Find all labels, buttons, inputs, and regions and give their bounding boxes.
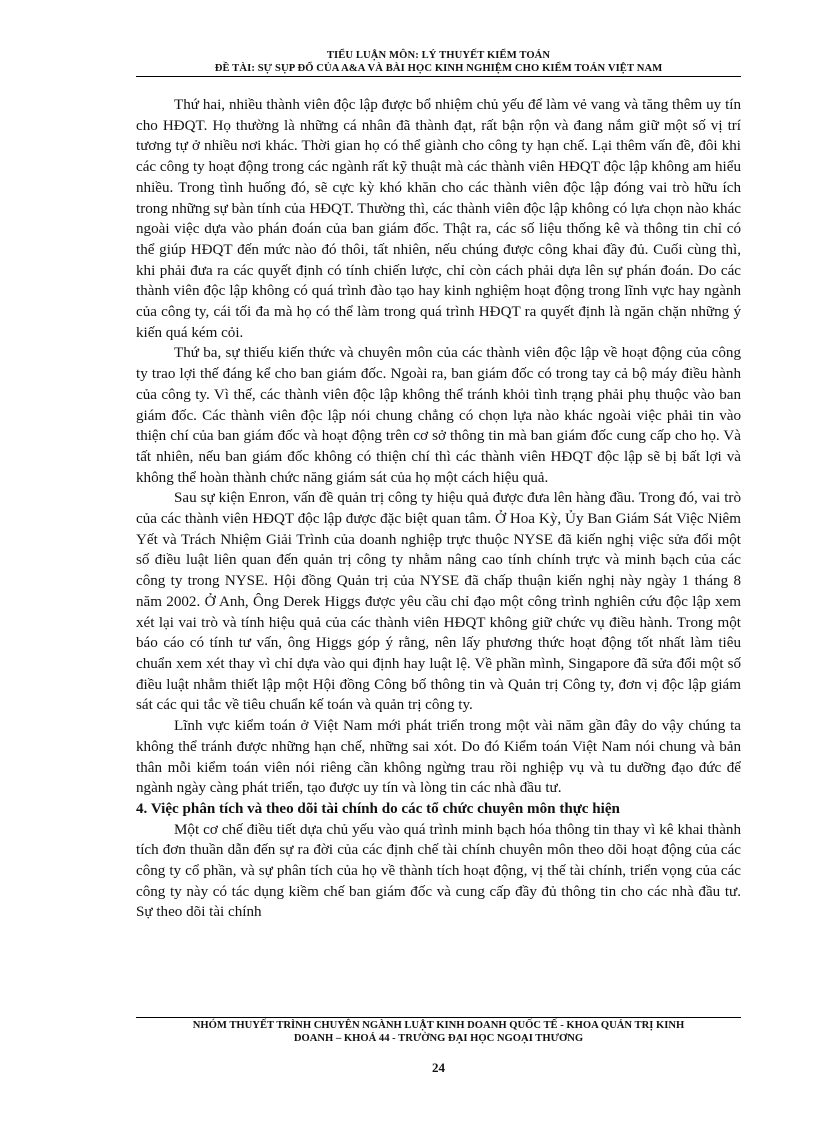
header-course-title: TIỂU LUẬN MÔN: LÝ THUYẾT KIỂM TOÁN	[326, 50, 551, 61]
paragraph-regulation-mechanism: Một cơ chế điều tiết dựa chủ yếu vào quá trình minh bạch hóa thông tin thay vì kê khai thành tích đơn thuần dẫn đến sự ra đời của các định chế tài chính chuyên môn theo dõi hoạt động của các công ty cổ phần, và sự phân tích của họ về thành tích hoạt động, vị thế tài chính, triển vọng của các công ty này có tác dụng kiềm chế ban giám đốc và cung cấp đầy đủ thông tin cho các nhà đầu tư. Sự theo dõi tài chính	[136, 821, 741, 921]
paragraph-after-enron: Sau sự kiện Enron, vấn đề quản trị công ty hiệu quả được đưa lên hàng đầu. Trong đó, vai trò của các thành viên HĐQT độc lập được đặc biệt quan tâm. Ở Hoa Kỳ, Ủy Ban Giám Sát Việc Niêm Yết và Trách Nhiệm Giải Trình của doanh nghiệp trực thuộc NYSE đã kiến nghị việc sửa đổi một số điều luật liên quan đến quản trị công ty nhằm nâng cao tính chính trực và minh bạch của các công ty trong NYSE. Hội đồng Quản trị của NYSE đã chấp thuận kiến nghị này ngày 1 tháng 8 năm 2002. Ở Anh, Ông Derek Higgs được yêu cầu chỉ đạo một công trình nghiên cứu độc lập xem xét lại vai trò và tính hiệu quả của các thành viên HĐQT không giữ chức vụ điều hành. Trong một báo cáo có tính tư vấn, ông Higgs góp ý rằng, nên lấy phương thức hoạt động tốt nhất làm tiêu chuẩn xem xét thay vì chỉ dựa vào qui định hay luật lệ. Về phần mình, Singapore đã sửa đổi một số điều luật nhằm thiết lập một Hội đồng Công bố thông tin và Quản trị Công ty, đơn vị độc lập giám sát các qui tắc về tiêu chuẩn kế toán và quản trị công ty.	[136, 490, 741, 714]
page-number: 24	[432, 1060, 445, 1075]
page-header	[136, 50, 741, 75]
paragraph-vietnam-audit: Lĩnh vực kiểm toán ở Việt Nam mới phát triển trong một vài năm gần đây do vậy chúng ta không thể tránh được những hạn chế, những sai xót. Do đó Kiểm toán Việt Nam nói chung và bản thân mỗi kiểm toán viên nói riêng cần không ngừng trau rồi nghiệp vụ và tu dưỡng đạo đức để ngành ngày càng phát triển, tạo được uy tín và lòng tin các nhà đầu tư.	[136, 718, 741, 797]
page-footer	[136, 1019, 741, 1045]
footer-divider	[136, 1017, 741, 1018]
header-topic-title: ĐỀ TÀI: SỰ SỤP ĐỔ CỦA A&A VÀ BÀI HỌC KINH NGHIỆM CHO KIỂM TOÁN VIỆT NAM	[214, 62, 663, 74]
section-heading: 4. Việc phân tích và theo dõi tài chính do các tổ chức chuyên môn thực hiện	[136, 800, 620, 817]
paragraph-third-point: Thứ ba, sự thiếu kiến thức và chuyên môn của các thành viên độc lập về hoạt động của công ty trao lợi thế đáng kể cho ban giám đốc. Ngoài ra, ban giám đốc có trong tay cả bộ máy điều hành của công ty. Vì thế, các thành viên độc lập không thể tránh khỏi tình trạng phải phụ thuộc vào ban giám đốc. Các thành viên độc lập nói chung chẳng có chọn lựa nào khác ngoài việc phải tin vào thiện chí của ban giám đốc và hoạt động trên cơ sở thông tin mà ban giám đốc cung cấp cho họ. Và tất nhiên, nếu ban giám đốc không có thiện chí thì các thành viên HĐQT độc lập sẽ bị bất lợi và không thể hoàn thành chức năng giám sát của họ một cách hiệu quả.	[136, 345, 741, 486]
paragraph-second-point: Thứ hai, nhiều thành viên độc lập được bổ nhiệm chủ yếu để làm vẻ vang và tăng thêm uy tín cho HĐQT. Họ thường là những cá nhân đã thành đạt, rất bận rộn và đang nắm giữ một số vị trí tương tự ở nhiều nơi khác. Thời gian họ có thể giành cho công ty hạn chế. Lại thêm vấn đề, đôi khi các công ty hoạt động trong các ngành rất kỹ thuật mà các thành viên HĐQT độc lập không am hiểu nhiều. Trong tình huống đó, sẽ cực kỳ khó khăn cho các thành viên độc lập đóng vai trò hữu ích trong những sự bàn tính của HĐQT. Thường thì, các thành viên độc lập không có lựa chọn nào khác ngoài việc dựa vào phán đoán của ban giám đốc. Thật ra, các số liệu thống kê và thông tin chỉ có thể giúp HĐQT đến mức nào đó thôi, tất nhiên, nếu chúng được công khai đầy đủ. Cuối cùng thì, khi phải đưa ra các quyết định có tính chiến lược, chỉ còn cách phải dựa lên sự phán đoán. Do các thành viên độc lập không có quá trình đào tạo hay kinh nghiệm hoạt động trong lĩnh vực hay ngành của công ty, cái tối đa mà họ có thể làm trong quá trình HĐQT ra quyết định là ngăn chặn những ý kiến quá kém cỏi.	[136, 97, 741, 341]
document-body	[136, 95, 741, 923]
footer-group-line: NHÓM THUYẾT TRÌNH CHUYÊN NGÀNH LUẬT KINH DOANH QUỐC TẾ - KHOA QUẢN TRỊ KINH	[192, 1020, 685, 1031]
footer-school-line: DOANH – KHOÁ 44 - TRƯỜNG ĐẠI HỌC NGOẠI THƯƠNG	[293, 1033, 584, 1044]
header-divider	[136, 76, 741, 77]
